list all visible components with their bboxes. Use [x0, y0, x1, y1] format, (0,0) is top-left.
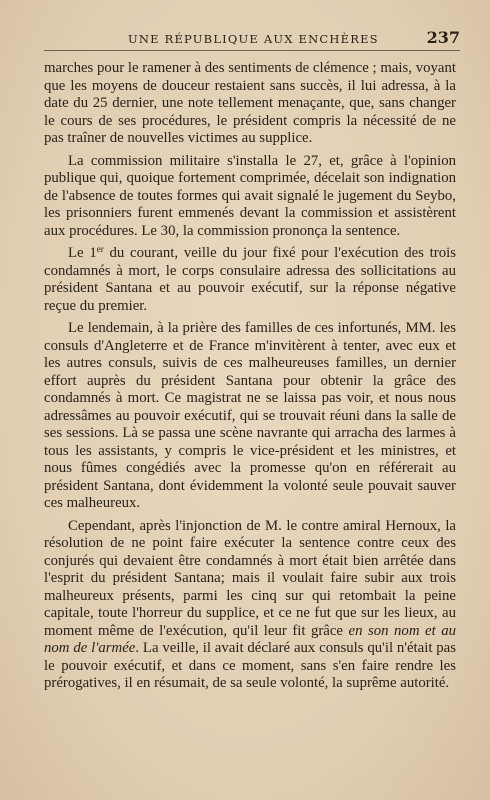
- paragraph-5-start: Cependant, après l'injonction de M. le contre amiral Hernoux, la résolution de ne point faire exécuter la sentence contre ceux des conjurés qui devaient être condamnés à mort était bien arrêtée dans l'esprit du président Santana; mais il voulait faire subir aux trois malheureux présents, parmi les cinq sur qui retombait la peine capitale, toute l'horreur du supplice, et ce ne fut que sur les lieux, au moment même de l'exécution, qu'il leur fit grâce: [44, 517, 456, 639]
- paragraph-4: Le lendemain, à la prière des familles de ces infortunés, MM. les consuls d'Angleterre et de France m'invitèrent à tenter, avec eux et les autres consuls, suivis de ces malheureuses familles, un dernier effort auprès du président Santana pour obtenir la grâce des condamnés à mort. Ce magistrat ne se laissa pas voir, et nous nous adressâmes au pouvoir exécutif, qui se trouvait réuni dans la salle de ses sessions. Là se passa une scène navrante qui arracha des larmes à tous les assistants, y compris le vice-président et les ministres, et nous fûmes congédiés avec la promesse qu'on en référerait au président Santana, dont évidemment la volonté seule pouvait sauver ces malheureux.: [44, 320, 456, 511]
- paragraph-3-rest: du courant, veille du jour fixé pour l'exécution des trois condamnés à mort, le corps consulaire adressa des sollicitations au président Santana et au pouvoir exécutif, sur la réponse négative reçue du premier.: [44, 245, 456, 314]
- paragraph-2: La commission militaire s'installa le 27, et, grâce à l'opinion publique qui, quoique fortement comprimée, décelait son indignation de l'absence de toutes formes qui avait signalé le jugement du Seybo, les prisonniers furent emmenés devant la commission et assistèrent aux procédures. Le 30, la commission prononça la sentence.: [44, 152, 456, 239]
- paragraph-5-rest: . La veille, il avait déclaré aux consuls qu'il n'était pas le pouvoir exécutif, et dans ce moment, sans s'en faire rendre les prérogatives, il en résumait, de sa seule volonté, la suprême autorité.: [44, 640, 456, 691]
- page-header: [44, 28, 460, 51]
- italic-phrase: en son nom et au nom de l'armée: [44, 622, 456, 656]
- paragraph-3-start: Le 1: [68, 245, 97, 261]
- running-head: UNE RÉPUBLIQUE AUX ENCHÈRES: [128, 32, 379, 46]
- ordinal-superscript: er: [96, 244, 104, 254]
- page-number: 237: [426, 28, 460, 47]
- paragraph-1: marches pour le ramener à des sentiments de clémence ; mais, voyant que les moyens de douceur restaient sans succès, il lui adressa, à la date du 25 dernier, une note tellement menaçante, que, sans changer le cours de ses procédures, le président compris la nécessité de ne pas traîner de nouvelles victimes au supplice.: [44, 60, 456, 146]
- paragraph-5: [44, 518, 456, 693]
- paragraph-3: [44, 245, 456, 315]
- body-text: [44, 60, 456, 698]
